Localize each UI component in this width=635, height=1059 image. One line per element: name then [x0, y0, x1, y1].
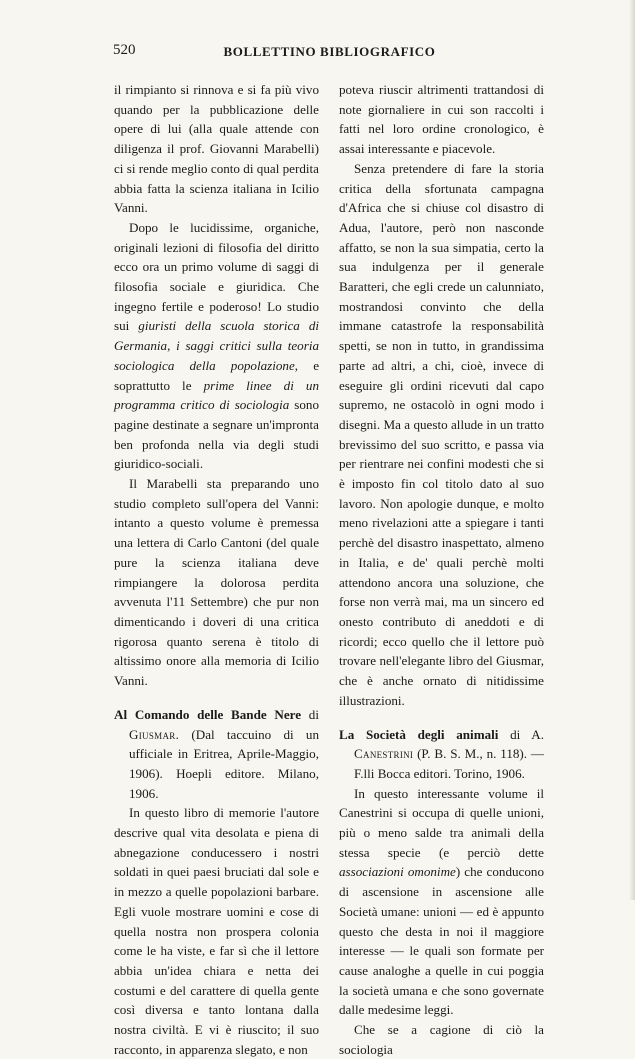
- page-number: 520: [113, 42, 136, 58]
- entry-author: Giusmar.: [129, 726, 180, 742]
- bibliographic-entry: Al Comando delle Bande Nere di Giusmar. (Dal taccuino di un ufficiale in Eritrea, Aprile-Maggio, 1906). Hoepli editore. Milano, 1906.: [114, 706, 319, 801]
- page-header: [113, 40, 546, 62]
- paragraph: In questo interessante volume il Canestrini si occupa di quelle unioni, più o meno salde tra animali della stessa specie (e perciò dette associazioni omonime) che conducono di ascensione in ascensione alle Società umane: unioni — ed è appunto questo che desta in noi il maggiore interesse — le quali son formate per cause analoghe a quelle in cui poggia la società umana e che sono governate dalle medesime leggi.: [339, 785, 544, 1018]
- left-column: [114, 80, 319, 1059]
- paragraph: Senza pretendere di fare la storia critica della sfortunata campagna d'Africa che si chiuse col disastro di Adua, l'autore, però non nasconde affatto, se non la sua simpatia, certo la sua indulgenza per il generale Baratteri, che egli crede un calunniato, mostrandosi convinto che della immane catastrofe la responsabilità spetti, se non in tutto, in grandissima parte ad altri, a chi, cioè, invece di eseguire gli ordini ricevuti dal capo supremo, ne ostacolò in ogni modo i disegni. Ma a questo allude in un tratto brevissimo del suo scritto, e passa via per rientrare nei confini modesti che si è imposto fin col titolo dato al suo lavoro. Non apologie dunque, e molto meno rivelazioni atte a spiegare i tanti perchè del disastro inaspettato, almeno in Italia, e de' quali perchè molti attendono ancora una soluzione, che forse non verrà mai, ma un sincero ed onesto contributo di aneddoti e di ricordi; ecco quello che il lettore può trovare nell'elegante libro del Giusmar, che è anche ornato di nitidissime illustrazioni.: [339, 160, 544, 708]
- paragraph: il rimpianto si rinnova e si fa più vivo quando per la pubblicazione delle opere di lui (alla quale attende con diligenza il prof. Giovanni Marabelli) ci si rende meglio conto di qual perdita abbia fatta la scienza italiana in Icilio Vanni.: [114, 82, 319, 216]
- paragraph: Il Marabelli sta preparando uno studio completo sull'opera del Vanni: intanto a questo volume è premessa una lettera di Carlo Cantoni (del quale pure la scienza italiana deve rimpiangere la dolorosa perdita avvenuta l'11 Settembre) che pur non dimenticando i doveri di una critica rigorosa quanto serena è titolo di altissimo onore alla memoria di Icilio Vanni.: [114, 476, 319, 689]
- paragraph: poteva riuscir altrimenti trattandosi di note giornaliere in cui son raccolti i fatti nel loro ordine cronologico, è assai interessante e piacevole.: [339, 82, 544, 157]
- paragraph: Dopo le lucidissime, organiche, originali lezioni di filosofia del diritto ecco ora un primo volume di saggi di filosofia sociale e giuridica. Che ingegno fertile e poderoso! Lo studio sui giuristi della scuola storica di Germania, i saggi critici sulla teoria sociologica della popolazione, e soprattutto le prime linee di un programma critico di sociologia sono pagine destinate a segnare un'impronta ben profonda nella via degli studi giuridico-sociali.: [114, 219, 320, 472]
- paragraph: Che se a cagione di ciò la sociologia: [339, 1022, 544, 1057]
- page-edge-shadow: [629, 0, 635, 900]
- running-title: BOLLETTINO BIBLIOGRAFICO: [223, 44, 436, 59]
- entry-title: Al Comando delle Bande Nere: [114, 706, 302, 722]
- paragraph: In questo libro di memorie l'autore descrive qual vita desolata e piena di abnegazione conducessero i nostri soldati in quei paesi bruciati dal sole e in mezzo a quelle popolazioni barbare. Egli vuole mostrare uomini e cose di quella nostra non prospera colonia come le ha viste, e far sì che il lettore abbia un'idea chiara e netta dei costumi e del carattere di quella gente così diversa e tanto lontana dalla nostra civiltà. E vi è riuscito; il suo racconto, in apparenza slegato, e non: [114, 805, 319, 1057]
- right-column: [339, 80, 544, 1059]
- entry-author: Canestrini: [354, 746, 414, 762]
- bibliographic-entry: La Società degli animali di A. Canestrini (P. B. S. M., n. 118). — F.lli Bocca editori. Torino, 1906.: [339, 726, 544, 781]
- entry-title: La Società degli animali: [339, 726, 499, 742]
